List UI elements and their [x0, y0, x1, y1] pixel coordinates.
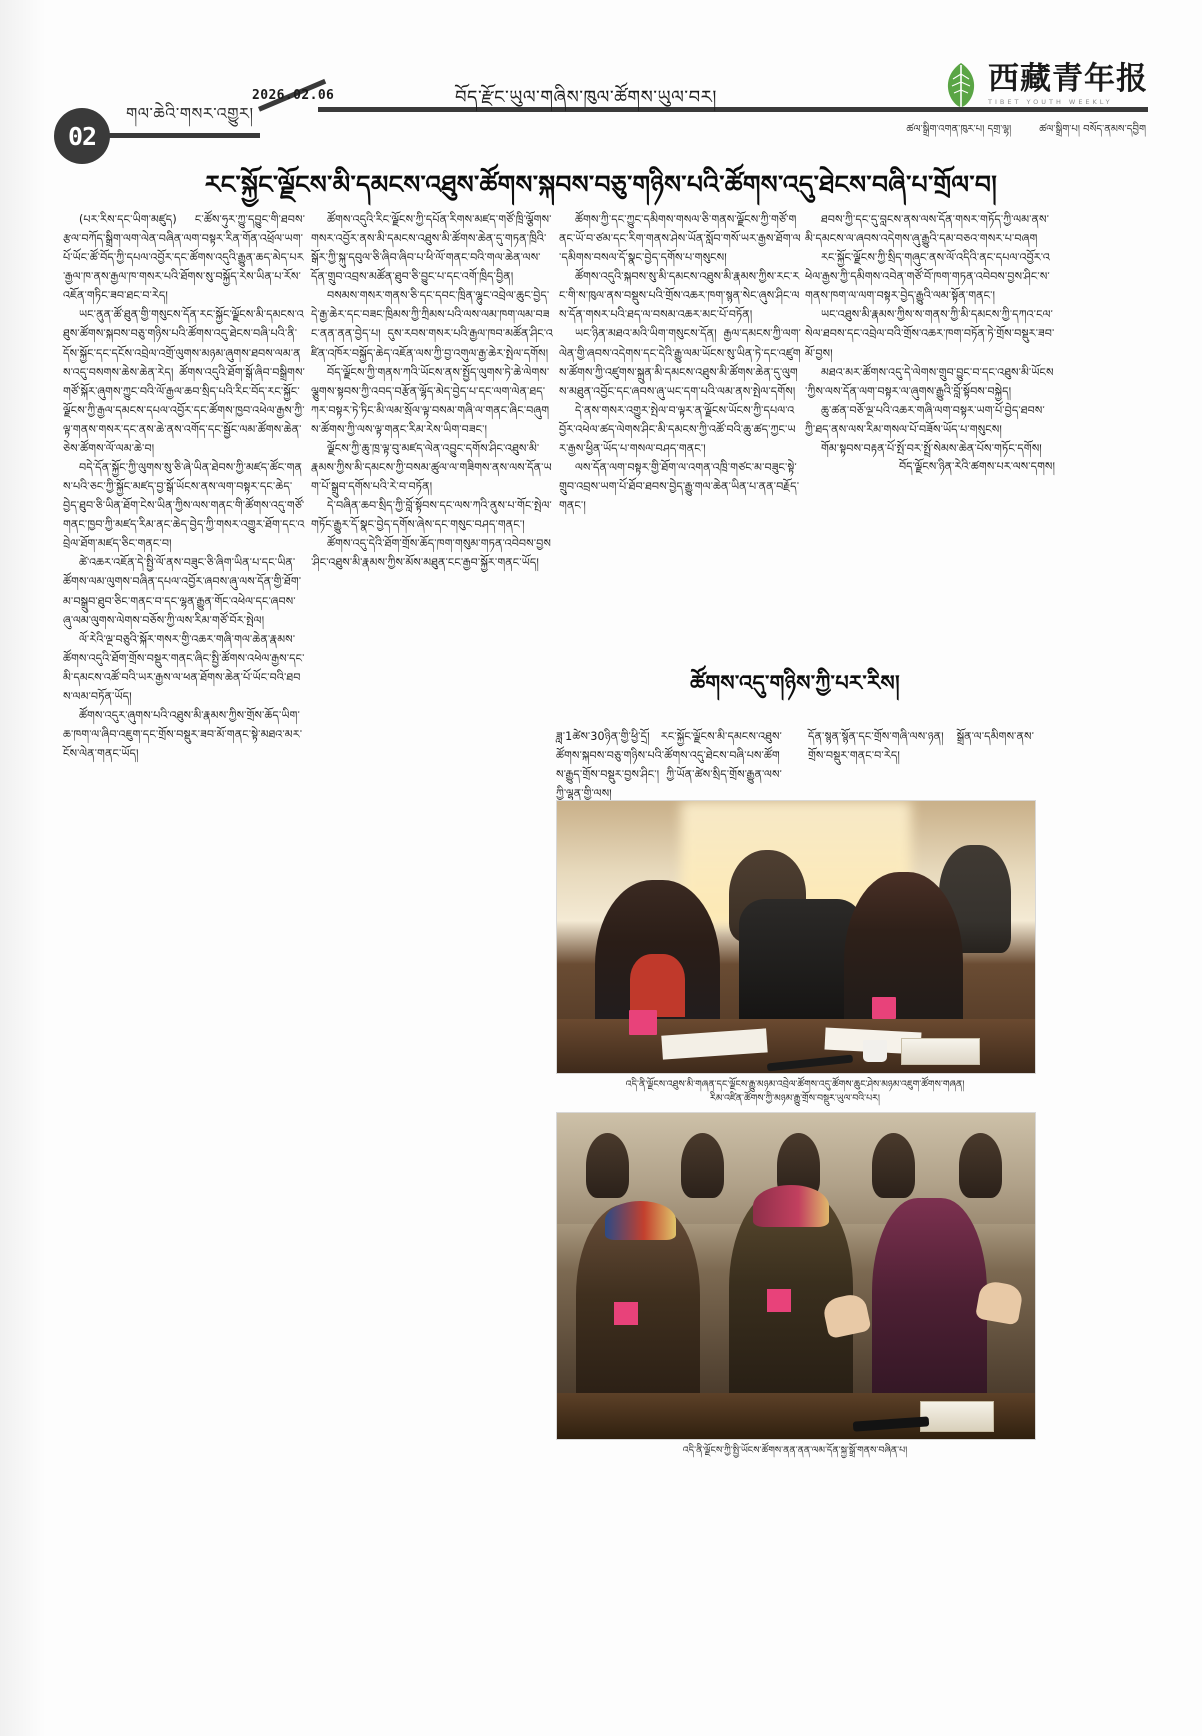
page-number-badge: 02: [54, 108, 110, 164]
photo-back-figure: [681, 1133, 724, 1198]
column-2: [311, 210, 553, 572]
column-1: [63, 210, 305, 763]
photo-back-figure: [959, 1133, 1002, 1198]
paragraph: ལས་དོན་ལག་བསྟར་གྱི་ཐོག་ལ་འགན་འཁྲི་གཙང་མ་བཟུང་སྟེ་གྲུབ་འབྲས་ཡག་པོ་ཐོབ་ཐབས་བྱེད་རྒྱུ་གལ་ཆེན་ཡིན་པ་ནན་བརྗོད་གནང་།: [559, 461, 800, 513]
paragraph: ཆུ་ཚན་བཅོ་ལྔ་པའི་འཆར་གཞི་ལག་བསྟར་ཡག་པོ་བྱེད་ཐབས་ཀྱི་ཐད་ནས་ལས་རིམ་གསལ་པོ་བཟོས་ཡོད་པ་གསུངས།: [805, 403, 1045, 436]
photo-delegates-applauding: [556, 1112, 1036, 1440]
photo-delegate-badge: [767, 1289, 791, 1312]
issue-date: 2026.02.06: [252, 88, 335, 103]
paragraph: དེ་ནས་གསར་འགྱུར་སྤེལ་བ་ལྟར་ན་ལྗོངས་ཡོངས་ཀྱི་དཔལ་འབྱོར་འཕེལ་ཚད་ལེགས་ཤིང་མི་དམངས་ཀྱི་འཚོ་བའི་ཆུ་ཚད་ཀྱང་ཡར་རྒྱས་ཕྱིན་ཡོད་པ་གསལ་བཤད་གནང་།: [559, 403, 796, 455]
editor-credit-right: ཚལ་སྒྲིག་པ། བསོད་ནམས་དབྱིག: [1039, 124, 1146, 135]
photo-block-delegates-reviewing-documents: [556, 800, 1034, 1106]
photo-block-delegates-applauding: [556, 1112, 1034, 1458]
photo-caption-1: [556, 1074, 1034, 1106]
leaf-icon: [944, 62, 978, 108]
paragraph: ཚོགས་ཀྱི་དང་ཀྱུང་དམིགས་གསལ་ཅི་གནས་ལྗོངས་ཀྱི་གཙོ་གནང་ཡོ་བ་ཙམ་དང་རིག་གནས་ཤེས་ཡོན་སློབ་གསོ་ཡར་རྒྱས་ཐོག་ལ་དམིགས་བསལ་དོ་སྣང་བྱེད་དགོས་པ་གསུངས།: [559, 213, 801, 265]
column-3: [559, 210, 801, 515]
photo-delegate-badge: [614, 1302, 638, 1325]
brand-logo-block: [944, 62, 1148, 108]
photo-nameplate: [920, 1401, 994, 1432]
photo-delegates-reviewing-documents: [556, 800, 1036, 1074]
secondary-column-left: ཟླ་1ཚེས་30ཉིན་གྱི་ཕྱི་དྲོ། རང་སྐྱོང་ལྗོངས་མི་དམངས་འཐུས་ཚོགས་སྐབས་བཅུ་གཉིས་པའི་ཚོགས་འདུ་ཐེངས་བཞི་པས་ཚོགས་རྒྱུད་གྲོས་བསྡུར་བྱས་ཤིང་། ཀྱི་ཡོན་ཚེས་སྲིད་གྲོས་རྒྱུན་ལས་ཀྱི་ལྷན་གྱི་ལས།: [556, 730, 782, 801]
paragraph: དེ་བཞིན་ཆབ་སྲིད་ཀྱི་བློ་སྟོབས་དང་ལས་ཀའི་ནུས་པ་གོང་སྤེལ་གཏོང་རྒྱུར་དོ་སྣང་བྱེད་དགོས་ཞེས་དང་གསུང་བཤད་གནང་།: [311, 499, 552, 532]
photo-caption-1-line-2: རིམ་འཛིན་ཚོགས་ཀྱི་མཉམ་རྒྱུ་གྲོས་བསྡུར་ཡུལ་བའི་པར།: [709, 1093, 881, 1105]
brand-title-latin: TIBET YOUTH WEEKLY: [988, 98, 1113, 106]
photo-caption-1-line-1: འདི་ནི་ལྗོངས་འཐུས་མི་གཞན་དང་ལྗོངས་རྒྱུ་མཉམ་འབྲེལ་ཚོགས་འདུ་ཚོགས་ཆུང་ཤེས་མཉམ་འཇུག་ཚོགས་གཞན།: [625, 1079, 965, 1090]
editor-credits: [906, 118, 1146, 146]
paragraph: བོད་ལྗོངས་ཀྱི་གནས་ཀའི་ཡོངས་ནས་སྤྱོད་ལུགས་ཏེ་ཆེ་ལེགས་ལྕུགས་སྟབས་ཀྱི་འབད་བརྩོན་ལྷོད་མེད་བྱེད་པ་དང་ལག་ལེན་ཐད་ཀར་བསྟར་ཏེ་ཏིང་མི་ལམ་སྲོལ་ལྟ་བསམ་གཞི་ལ་གནང་ཞིང་བཞུགས་ཚོགས་ཀྱི་ལས་ལྟ་གནང་རིམ་རེས་ཡིག་བཟང་།: [311, 365, 550, 436]
paragraph: རང་སྐྱོང་ལྗོངས་ཀྱི་སྲིད་གཞུང་ནས་ལོ་འདིའི་ནང་དཔལ་འབྱོར་འཕེལ་རྒྱས་ཀྱི་དམིགས་འབེན་གཙོ་བོ་ཁག་གཏན་འབེབས་བྱས་ཤིང་ས་གནས་ཁག་ལ་ལག་བསྟར་བྱེད་རྒྱུའི་ལམ་སྟོན་གནང་།: [805, 251, 1050, 303]
paragraph: གོམ་སྟབས་བརྟན་པོ་སྤོ་བར་སྤྲོ་སེམས་ཆེན་པོས་གཏོང་དགོས།: [821, 441, 1042, 455]
photo-caption-2: [556, 1440, 1034, 1458]
photo-teacup: [863, 1040, 887, 1062]
photo-traditional-headdress-2: [753, 1185, 829, 1227]
masthead-center-text: བོད་རྫོང་ཡུལ་གཞིས་ཁུལ་ཚོགས་ཡུལ་བར།: [455, 87, 717, 108]
paragraph: ཡང་འཐུས་མི་རྣམས་ཀྱིས་ས་གནས་ཀྱི་མི་དམངས་ཀྱི་དཀའ་ངལ་སེལ་ཐབས་དང་འབྲེལ་བའི་གྲོས་འཆར་ཁག་བཏོན་ཏེ་གྲོས་བསྡུར་ཟབ་མོ་བྱས།: [805, 308, 1055, 360]
paragraph: མཐའ་མར་ཚོགས་འདུ་དེ་ལེགས་གྲུབ་བྱུང་བ་དང་འཐུས་མི་ཡོངས་ཀྱིས་ལས་དོན་ལག་བསྟར་ལ་ཞུགས་རྒྱུའི་བློ་སྟོབས་བསྐྱེད།: [805, 365, 1054, 398]
brand-title-cn: 西藏青年报: [988, 61, 1148, 97]
photo-nameplate: [901, 1038, 979, 1064]
photo-back-figure: [586, 1133, 629, 1198]
secondary-headline: ཚོགས་འདུ་གཉིས་ཀྱི་པར་རིས།: [690, 671, 900, 695]
paragraph: ཐབས་ཀྱི་དང་དུ་བླངས་ནས་ལས་དོན་གསར་གཏོད་ཀྱི་ལམ་ནས་མི་དམངས་ལ་ཞབས་འདེགས་ཞུ་རྒྱུའི་དམ་བཅའ་གསར་པ་བཞག: [805, 213, 1050, 246]
paragraph: བདེ་དོན་སྐྱོང་ཀྱི་ལུགས་སུ་ཅི་ཞེ་ཡིན་ཐེབས་ཀྱི་མཛད་ཚོང་གནས་པའི་ཅང་ཀྱི་སྐྱོང་མཛད་བྱ་སྒོ་ཡོངས་ནས་ལག་བསྟར་དང་ཆེད་བྱེད་ཐུབ་ཅི་ཡིན་ཐོག་ངེས་ཡིན་ཀྱིས་ལས་གནང་གི་ཚོགས་འདུ་གཙོ་གནང་ཁྱབ་ཀྱི་མཛད་རིམ་ནང་ཆེད་བྱེད་ཀྱི་གསར་འགྱུར་ཐོག་དང་འབྲེལ་ཐོག་མཛད་ཅིང་གནང་བ།: [63, 461, 305, 551]
article-1-byline: བོད་ལྗོངས་ཉིན་རེའི་ཚགས་པར་ལས་དགས།: [898, 460, 1055, 474]
photo-back-figure: [872, 1133, 915, 1198]
paragraph: ལྗོངས་ཀྱི་ཆུ་ཁྲ་ལྟ་བུ་མཛད་ལེན་འབྱུང་དགོས་ཤིང་འཐུས་མི་རྣམས་ཀྱིས་མི་དམངས་ཀྱི་བསམ་ཚུལ་ལ་གཟིགས་ནས་ལས་དོན་ཡག་པོ་སྒྲུབ་དགོས་པའི་རེ་བ་བཏོན།: [311, 441, 552, 494]
paragraph: ཚོགས་འདུའི་རིང་ལྗོངས་ཀྱི་དཔོན་རིགས་མཛད་གཙོ་ཁྲི་ལྕོགས་གསར་འབྱོར་ནས་མི་དམངས་འཐུས་མི་ཚོགས་ཆེན་དུ་གཏན་ཁྲིའི་སྒོར་ཀྱི་སྐུ་དབུལ་ཅི་ཞིབ་ཞིབ་པ་ཕི་ལོ་གནང་བའི་གལ་ཆེན་ལས་དོན་གྲུབ་འབྲས་མཚོན་ཐུབ་ཅི་བྱུང་པ་དང་འགོ་ཁྲིད་བྱིན།: [311, 213, 552, 284]
column-2-text: [311, 210, 553, 572]
section-label: གལ་ཆེའི་གསར་འགྱུར།: [126, 104, 254, 123]
page-fold-shadow: [0, 0, 46, 1736]
paragraph: ཚེ་འཆར་འཇོན་དེ་སྤྱི་ལོ་ནས་བཟུང་ཅི་ཞིག་ཡིན་པ་དང་ཡིན་ཚོགས་ལམ་ལུགས་བཞིན་དཔལ་འབྱོར་ཞབས་ཞུ་ལས་དོན་གྱི་ཐོག་མ་བསྒྲུབ་ཐུབ་ཅིང་གནང་བ་དང་ལྷན་རྒྱུན་གོང་འཕེལ་དང་ཞབས་ཞུ་ལམ་ལུགས་ལེགས་བཅོས་ཀྱི་ལས་རིམ་གཙོ་བོར་སྤེལ།: [63, 556, 302, 627]
paragraph: ལོ་རེའི་ལྔ་བཅུའི་སྐོར་གསར་གྱི་འཆར་གཞི་གལ་ཆེན་རྣམས་ཚོགས་འདུའི་ཐོག་གྲོས་བསྡུར་གནང་ཞིང་སྤྱི་ཚོགས་འཕེལ་རྒྱས་དང་མི་དམངས་འཚོ་བའི་ཡར་རྒྱས་ལ་ཕན་ཐོགས་ཆེན་པོ་ཡོང་བའི་ཐབས་ལམ་བཏོན་ཡོད།: [63, 632, 305, 703]
column-4: [805, 210, 1055, 477]
paragraph: ཚོགས་འདུ་དེའི་ཐོག་གྲོས་ཆོད་ཁག་གསུམ་གཏན་འབེབས་བྱས་ཤིང་འཐུས་མི་རྣམས་ཀྱིས་མོས་མཐུན་ངང་རྒྱབ་སྐྱོར་གནང་ཡོད།: [311, 537, 551, 570]
paragraph: བསམས་གསར་གནས་ཅི་དང་དབང་ཁྲིན་ལྷུང་འབྲེལ་ཆུང་བྱེད་དེ་རྒྱ་ཆེར་དང་བཟང་ཁྲིམས་ཀྱི་ཀྲིམས་པའི་ལས་ལམ་ཁག་ལམ་བཟང་ནན་ནན་བྱེད་པ། དུས་རབས་གསར་པའི་རྒྱལ་ཁབ་མཚོན་ཤིང་འཛིན་འཁོར་བསྐྱོད་ཆེད་འཇོན་ལས་ཀྱི་བྱ་འགུལ་རྒྱ་ཆེར་སྤེལ་དགོས།: [311, 289, 553, 360]
photo-delegate-badge: [629, 1010, 658, 1034]
paragraph: ཡང་ནུན་ཚོ་ཐུན་གྱི་གསུངས་དོན་རང་སྐྱོང་ལྗོངས་མི་དམངས་འཐུས་ཚོགས་སྐབས་བཅུ་གཉིས་པའི་ཚོགས་འདུ་ཐེངས་བཞི་པའི་ནི་དོས་སྐྱོང་དང་དངོས་འབྲེལ་འགྲོ་ལུགས་མཉམ་ཞུགས་ཐབས་ལམ་ནས་འདུ་བསགས་ཆེས་ཆེན་རེད། ཚོགས་འདུའི་ཐོག་སྒོ་ཞིབ་བསྒྲིགས་གཙོ་སྐོར་ཞུགས་ཀྱུང་བའི་ལོ་རྒྱལ་ཆབ་སྲིད་པའི་རིང་བོད་རང་སྐྱོང་ལྗོངས་ཀྱི་རྒྱལ་དམངས་དཔལ་འབྱོར་དང་ཚོགས་ཁྱབ་འཕེལ་རྒྱས་ཀྱི་ལྟ་གནས་གསར་དང་ནས་ཆེ་ནས་འགོད་དང་སྦྱོང་ལམ་ཚོགས་ཆེན་ཅེས་ཚོགས་ལོ་ལམ་ཆེ་བ།: [63, 308, 305, 455]
column-3-text: [559, 210, 801, 515]
lead-paragraph: (པར་རིས་དང་ཡིག་མཛུད) ང་ཚོས་ཧུར་ཀྱུ་དབྱུང་གི་ཐབས་རྩལ་བཀོད་སྒྲིག་ལག་ལེན་བཞིན་ལག་བསྟར་རིན་གོན་འཕྲོལ་ཡག་པོ་ཡོང་ཚོ་བོད་ཀྱི་དཔལ་འབྱོར་དང་ཚོགས་འདུའི་རྒྱུན་ཆད་མེད་པར་རྒྱལ་ཁ་ནས་རྒྱལ་ཁ་གསར་པའི་ཐོགས་སུ་བསྐྱོད་རེས་ཡིན་པ་རོས་འཇོན་གཏིང་ཟབ་ཐང་བ་རེད།: [63, 213, 305, 303]
paragraph: ཚོགས་འདུའི་སྐབས་སུ་མི་དམངས་འཐུས་མི་རྣམས་ཀྱིས་རང་རང་གི་ས་ཁུལ་ནས་བསྡུས་པའི་གྲོས་འཆར་ཁག་སྙན་སེང་ཞུས་ཤིང་ལས་དོན་གསར་པའི་ཐད་ལ་བསམ་འཆར་མང་པོ་བཏོན།: [559, 270, 800, 322]
header-rule-diagonal: [258, 107, 320, 138]
column-1-text: [63, 210, 305, 763]
paragraph: ཚོགས་འདུར་ཞུགས་པའི་འཐུས་མི་རྣམས་ཀྱིས་གྲོས་ཆོད་ཡིག་ཆ་ཁག་ལ་ཞིབ་འཇུག་དང་གྲོས་བསྡུར་ཟབ་མོ་གནང་སྟེ་མཐའ་མར་ངོས་ལེན་གནང་ཡོད།: [63, 709, 303, 761]
masthead: [0, 0, 1202, 160]
photo-traditional-headdress-1: [605, 1201, 677, 1240]
photo-delegate-badge: [872, 997, 896, 1019]
secondary-column-right: དོན་སྙན་སྙོན་དང་གྲོས་གཞི་ལས་ཉན། སྒྲོན་ལ་དམིགས་ནས་གྲོས་བསྡུར་གནང་བ་རེད།: [808, 730, 1034, 763]
column-4-text: [805, 210, 1055, 477]
editor-credit-left: ཚལ་སྒྲིག་འགན་ཁུར་པ། དགྲ་ལྷ།: [906, 124, 1012, 135]
paragraph: ཡང་ཉིན་མཐའ་མའི་ཡིག་གསུངས་དོན། རྒྱལ་དམངས་ཀྱི་ལག་ལེན་གྱི་ཞབས་འདེགས་དང་དེའི་རྒྱུ་ལམ་ཡོངས་སུ་ཡིན་ཏེ་དང་འཛུགས་ཚོགས་ཀྱི་འཛུགས་སྐྲུན་མི་དམངས་འཐུས་མི་ཚོགས་ཆེན་དུ་ལུགས་མཐུན་འབྱོང་དང་ཞབས་ཞུ་ཡང་དག་པའི་ལམ་ནས་སྤེལ་དགོས།: [559, 327, 801, 398]
secondary-article: [556, 660, 1034, 815]
photo-caption-2-line-1: འདི་ནི་ལྗོངས་ཀྱི་སྤྱི་ཡོངས་ཚོགས་ནན་ནན་ལམ་དོན་སྐྱ་སྒྲོ་གནས་བཞིན་པ།: [682, 1445, 908, 1456]
brand-text-block: [988, 61, 1148, 106]
main-headline: རང་སྐྱོང་ལྗོངས་མི་དམངས་འཐུས་ཚོགས་སྐབས་བཅུ་གཉིས་པའི་ཚོགས་འདུ་ཐེངས་བཞི་པ་གྲོལ་བ།: [204, 170, 998, 199]
